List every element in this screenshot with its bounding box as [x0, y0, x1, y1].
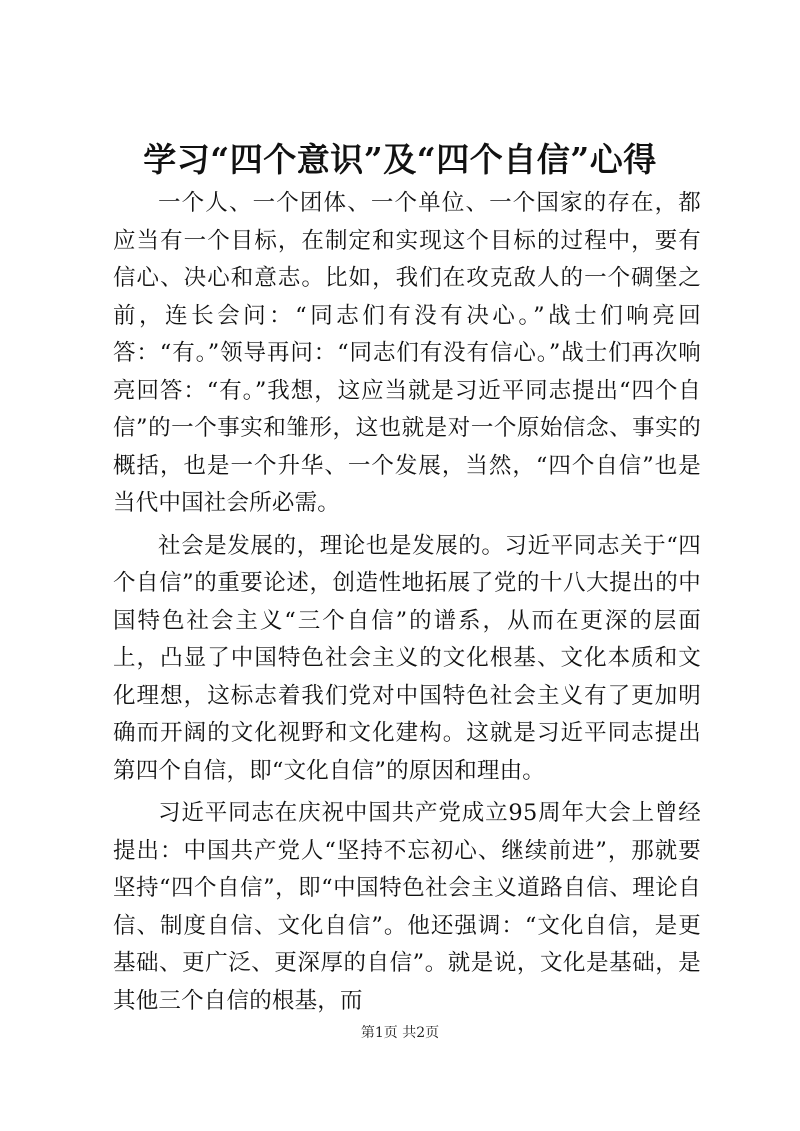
paragraph-3: 习近平同志在庆祝中国共产党成立95周年大会上曾经提出：中国共产党人“坚持不忘初心、继续前进”，那就要坚持“四个自信”，即“中国特色社会主义道路自信、理论自信、制度自信、文化自信”。他还强调：“文化自信，是更基础、更广泛、更深厚的自信”。就是说，文化是基础，是其他三个自信的根基，而 [113, 800, 701, 1014]
document-body [113, 185, 701, 1020]
paragraph-1: 一个人、一个团体、一个单位、一个国家的存在，都应当有一个目标，在制定和实现这个目标的过程中，要有信心、决心和意志。比如，我们在攻克敌人的一个碉堡之前，连长会问：“同志们有没有决心。”战士们响亮回答：“有。”领导再问：“同志们有没有信心。”战士们再次响亮回答：“有。”我想，这应当就是习近平同志提出“四个自信”的一个事实和雏形，这也就是对一个原始信念、事实的概括，也是一个升华、一个发展，当然，“四个自信”也是当代中国社会所必需。 [113, 190, 701, 516]
paragraph-2: 社会是发展的，理论也是发展的。习近平同志关于“四个自信”的重要论述，创造性地拓展了党的十八大提出的中国特色社会主义“三个自信”的谱系，从而在更深的层面上，凸显了中国特色社会主义的文化根基、文化本质和文化理想，这标志着我们党对中国特色社会主义有了更加明确而开阔的文化视野和文化建构。这就是习近平同志提出第四个自信，即“文化自信”的原因和理由。 [113, 532, 701, 784]
page-footer: 第1页 共2页 [360, 1025, 440, 1041]
document-title: 学习“四个意识”及“四个自信”心得 [143, 140, 657, 179]
